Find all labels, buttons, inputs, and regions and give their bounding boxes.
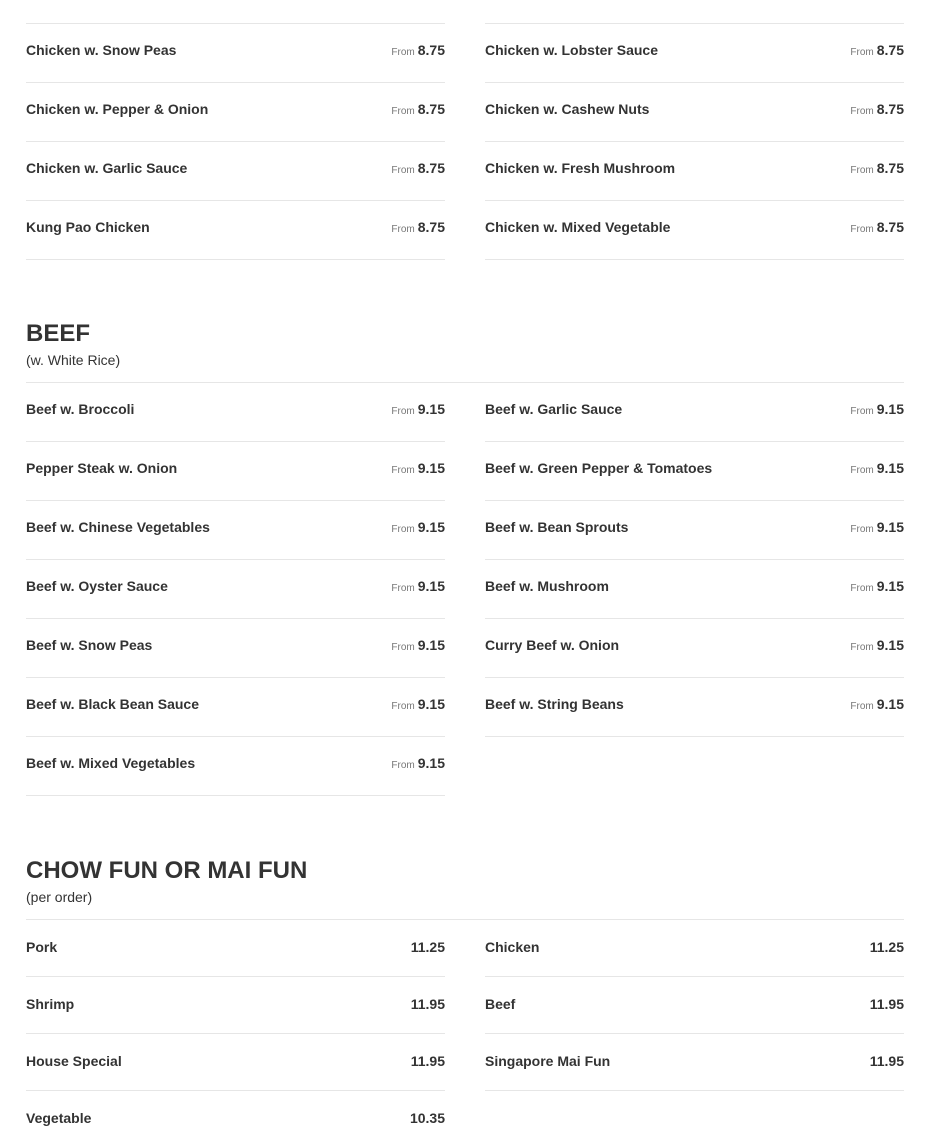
from-label: From — [850, 465, 874, 476]
price-value: 9.15 — [876, 519, 904, 535]
item-name: Beef w. Mixed Vegetables — [26, 755, 196, 771]
menu-item[interactable] — [26, 560, 445, 619]
menu-item[interactable] — [26, 619, 445, 678]
from-label: From — [850, 524, 874, 535]
section-title: CHOW FUN OR MAI FUN — [26, 857, 308, 884]
item-name: Beef w. Snow Peas — [26, 637, 153, 653]
item-name: Chicken w. Cashew Nuts — [485, 101, 650, 117]
item-name: Beef w. Garlic Sauce — [485, 401, 623, 417]
item-name: Curry Beef w. Onion — [485, 637, 620, 653]
menu-item[interactable] — [26, 24, 445, 83]
beef-section-header — [26, 320, 904, 383]
price-value: 11.25 — [869, 939, 904, 955]
item-name: Shrimp — [26, 996, 75, 1012]
price-value: 9.15 — [876, 637, 904, 653]
item-price — [391, 401, 445, 417]
item-price — [850, 696, 904, 712]
chow-fun-menu-grid — [26, 920, 904, 1139]
price-value: 8.75 — [417, 219, 445, 235]
section-title: BEEF — [26, 320, 91, 347]
menu-item[interactable] — [26, 442, 445, 501]
menu-item[interactable] — [485, 619, 904, 678]
section-subtitle: (w. White Rice) — [26, 352, 121, 368]
item-name: Beef w. Chinese Vegetables — [26, 519, 210, 535]
item-name: Beef — [485, 996, 516, 1012]
price-value: 9.15 — [876, 696, 904, 712]
item-name: Beef w. Green Pepper & Tomatoes — [485, 460, 713, 476]
from-label: From — [391, 760, 415, 771]
menu-item[interactable] — [26, 201, 445, 260]
from-label: From — [391, 224, 415, 235]
item-name: Beef w. Oyster Sauce — [26, 578, 168, 594]
item-price — [391, 696, 445, 712]
price-value: 9.15 — [417, 401, 445, 417]
menu-item[interactable] — [26, 678, 445, 737]
price-value: 8.75 — [417, 42, 445, 58]
menu-item[interactable] — [485, 1034, 904, 1091]
price-value: 8.75 — [876, 219, 904, 235]
price-value: 9.15 — [417, 637, 445, 653]
menu-item[interactable] — [485, 142, 904, 201]
item-price — [850, 42, 904, 58]
price-value: 10.35 — [409, 1110, 445, 1126]
menu-item[interactable] — [485, 560, 904, 619]
menu-item[interactable] — [26, 501, 445, 560]
from-label: From — [391, 165, 415, 176]
item-price — [391, 578, 445, 594]
menu-item[interactable] — [26, 737, 445, 796]
item-name: Singapore Mai Fun — [485, 1053, 611, 1069]
from-label: From — [850, 165, 874, 176]
menu-item[interactable] — [26, 1034, 445, 1091]
menu-item[interactable] — [485, 920, 904, 977]
price-value: 9.15 — [417, 519, 445, 535]
item-name: Chicken w. Garlic Sauce — [26, 160, 188, 176]
item-price — [850, 460, 904, 476]
item-price — [850, 101, 904, 117]
item-name: Chicken w. Lobster Sauce — [485, 42, 658, 58]
price-value: 11.25 — [410, 939, 445, 955]
price-value: 8.75 — [417, 101, 445, 117]
item-name: Vegetable — [26, 1110, 92, 1126]
from-label: From — [391, 701, 415, 712]
item-price — [850, 401, 904, 417]
beef-menu-grid — [26, 383, 904, 796]
price-value: 9.15 — [417, 696, 445, 712]
beef-column-right — [485, 383, 904, 796]
menu-item[interactable] — [26, 142, 445, 201]
price-value: 9.15 — [417, 460, 445, 476]
price-value: 8.75 — [876, 101, 904, 117]
from-label: From — [391, 642, 415, 653]
item-price — [850, 578, 904, 594]
beef-column-left — [26, 383, 445, 796]
chow-fun-section-header — [26, 857, 904, 920]
chicken-column-left — [26, 24, 445, 260]
chow-fun-column-right — [485, 920, 904, 1139]
price-value: 9.15 — [876, 578, 904, 594]
item-price — [850, 219, 904, 235]
price-value: 8.75 — [876, 42, 904, 58]
item-price — [391, 160, 445, 176]
item-price — [850, 637, 904, 653]
item-name: Chicken w. Pepper & Onion — [26, 101, 209, 117]
from-label: From — [850, 583, 874, 594]
menu-item[interactable] — [485, 383, 904, 442]
section-subtitle: (per order) — [26, 889, 93, 905]
menu-item[interactable] — [26, 83, 445, 142]
item-name: Chicken — [485, 939, 540, 955]
from-label: From — [391, 524, 415, 535]
price-value: 9.15 — [876, 401, 904, 417]
item-name: Chicken w. Mixed Vegetable — [485, 219, 671, 235]
menu-item[interactable] — [485, 83, 904, 142]
price-value: 9.15 — [876, 460, 904, 476]
item-price — [391, 637, 445, 653]
item-name: Kung Pao Chicken — [26, 219, 150, 235]
from-label: From — [850, 406, 874, 417]
price-value: 9.15 — [417, 755, 445, 771]
menu-item[interactable] — [485, 24, 904, 83]
item-name: Beef w. Mushroom — [485, 578, 609, 594]
price-value: 11.95 — [410, 996, 445, 1012]
item-name: Beef w. Black Bean Sauce — [26, 696, 200, 712]
item-name: Beef w. Broccoli — [26, 401, 135, 417]
item-price — [391, 42, 445, 58]
item-price — [391, 219, 445, 235]
item-price — [850, 160, 904, 176]
menu-item[interactable] — [26, 920, 445, 977]
item-price — [391, 460, 445, 476]
menu-item[interactable] — [485, 501, 904, 560]
item-name: Pork — [26, 939, 58, 955]
item-name: Chicken w. Snow Peas — [26, 42, 177, 58]
item-price — [391, 755, 445, 771]
item-price — [391, 101, 445, 117]
chicken-column-right — [485, 24, 904, 260]
from-label: From — [850, 701, 874, 712]
price-value: 11.95 — [410, 1053, 445, 1069]
from-label: From — [850, 642, 874, 653]
chow-fun-column-left — [26, 920, 445, 1139]
price-value: 9.15 — [417, 578, 445, 594]
from-label: From — [850, 47, 874, 58]
chicken-menu-grid — [26, 24, 904, 260]
item-price — [391, 519, 445, 535]
item-price — [850, 519, 904, 535]
from-label: From — [850, 224, 874, 235]
item-name: House Special — [26, 1053, 122, 1069]
price-value: 8.75 — [417, 160, 445, 176]
price-value: 11.95 — [869, 1053, 904, 1069]
from-label: From — [850, 106, 874, 117]
from-label: From — [391, 47, 415, 58]
menu-item[interactable] — [485, 678, 904, 737]
menu-item[interactable] — [485, 201, 904, 260]
from-label: From — [391, 583, 415, 594]
menu-item[interactable] — [26, 1091, 445, 1139]
price-value: 8.75 — [876, 160, 904, 176]
menu-item[interactable] — [26, 977, 445, 1034]
menu-item[interactable] — [485, 977, 904, 1034]
item-name: Pepper Steak w. Onion — [26, 460, 178, 476]
item-name: Beef w. String Beans — [485, 696, 624, 712]
from-label: From — [391, 465, 415, 476]
from-label: From — [391, 406, 415, 417]
from-label: From — [391, 106, 415, 117]
menu-item[interactable] — [26, 383, 445, 442]
item-name: Beef w. Bean Sprouts — [485, 519, 629, 535]
price-value: 11.95 — [869, 996, 904, 1012]
item-name: Chicken w. Fresh Mushroom — [485, 160, 676, 176]
menu-item[interactable] — [485, 442, 904, 501]
